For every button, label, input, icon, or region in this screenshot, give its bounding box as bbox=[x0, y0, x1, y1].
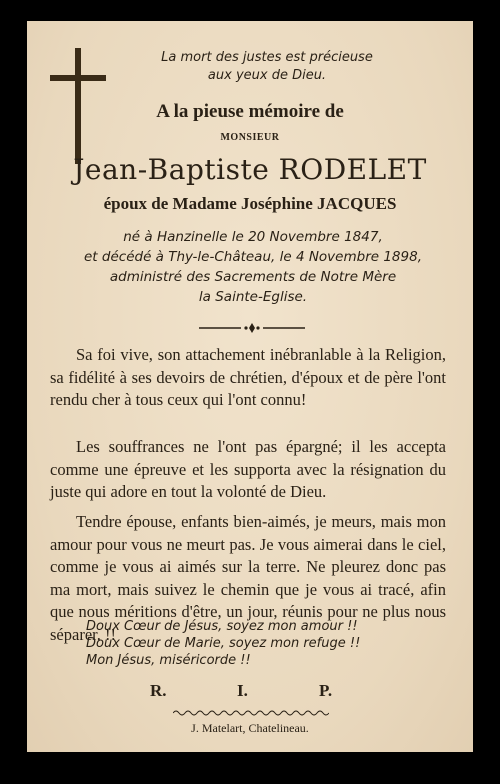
rip-letter: P. bbox=[319, 681, 333, 700]
ornament-divider-icon bbox=[197, 321, 307, 335]
paragraph-faith: Sa foi vive, son attachement inébranlable à la Religion, sa fidélité à ses devoirs de chrétien, d'époux et de père l'ont rendu cher à tous ceux qui l'ont connu! bbox=[50, 345, 446, 409]
date-line: la Sainte-Eglise. bbox=[198, 289, 308, 305]
rip-letter: I. bbox=[237, 681, 248, 700]
prayer-line: Doux Cœur de Jésus, soyez mon amour !! bbox=[86, 619, 358, 634]
prayers bbox=[86, 618, 446, 669]
epigraph-line: aux yeux de Dieu. bbox=[207, 68, 327, 83]
rip-letter: R. bbox=[150, 681, 167, 700]
printer-credit: J. Matelart, Chatelineau. bbox=[191, 721, 309, 735]
memorial-heading: A la pieuse mémoire de bbox=[156, 101, 344, 122]
prayer-line: Mon Jésus, miséricorde !! bbox=[86, 653, 251, 668]
date-line: né à Hanzinelle le 20 Novembre 1847, bbox=[123, 229, 383, 245]
wave-divider-icon bbox=[173, 709, 329, 717]
spouse-line: époux de Madame Joséphine JACQUES bbox=[103, 194, 397, 213]
date-line: administré des Sacrements de Notre Mère bbox=[109, 269, 397, 285]
prayer-line: Doux Cœur de Marie, soyez mon refuge !! bbox=[86, 636, 361, 651]
epigraph-line: La mort des justes est précieuse bbox=[161, 50, 373, 65]
life-dates bbox=[53, 227, 453, 307]
epigraph bbox=[137, 49, 397, 85]
paragraph-farewell: Tendre épouse, enfants bien-aimés, je meurs, mais mon amour pour vous ne meurt pas. Je vous aimerai dans le ciel, comme je vous ai aimés sur la terre. Ne pleurez donc pas ma mort, mais suivez le chemin que je vous ai tracé, afin que nous méritions d'être, un jour, réunis pour ne plus nous séparer. !! bbox=[50, 512, 446, 644]
date-line: et décédé à Thy-le-Château, le 4 Novembre 1898, bbox=[84, 249, 422, 265]
honorific: MONSIEUR bbox=[220, 132, 280, 143]
deceased-name: Jean-Baptiste RODELET bbox=[73, 153, 427, 186]
memorial-card bbox=[27, 21, 473, 752]
paragraph-sufferings: Les souffrances ne l'ont pas épargné; il les accepta comme une épreuve et les supporta avec la résignation du juste qui adore en tout la volonté de Dieu. bbox=[50, 437, 446, 501]
